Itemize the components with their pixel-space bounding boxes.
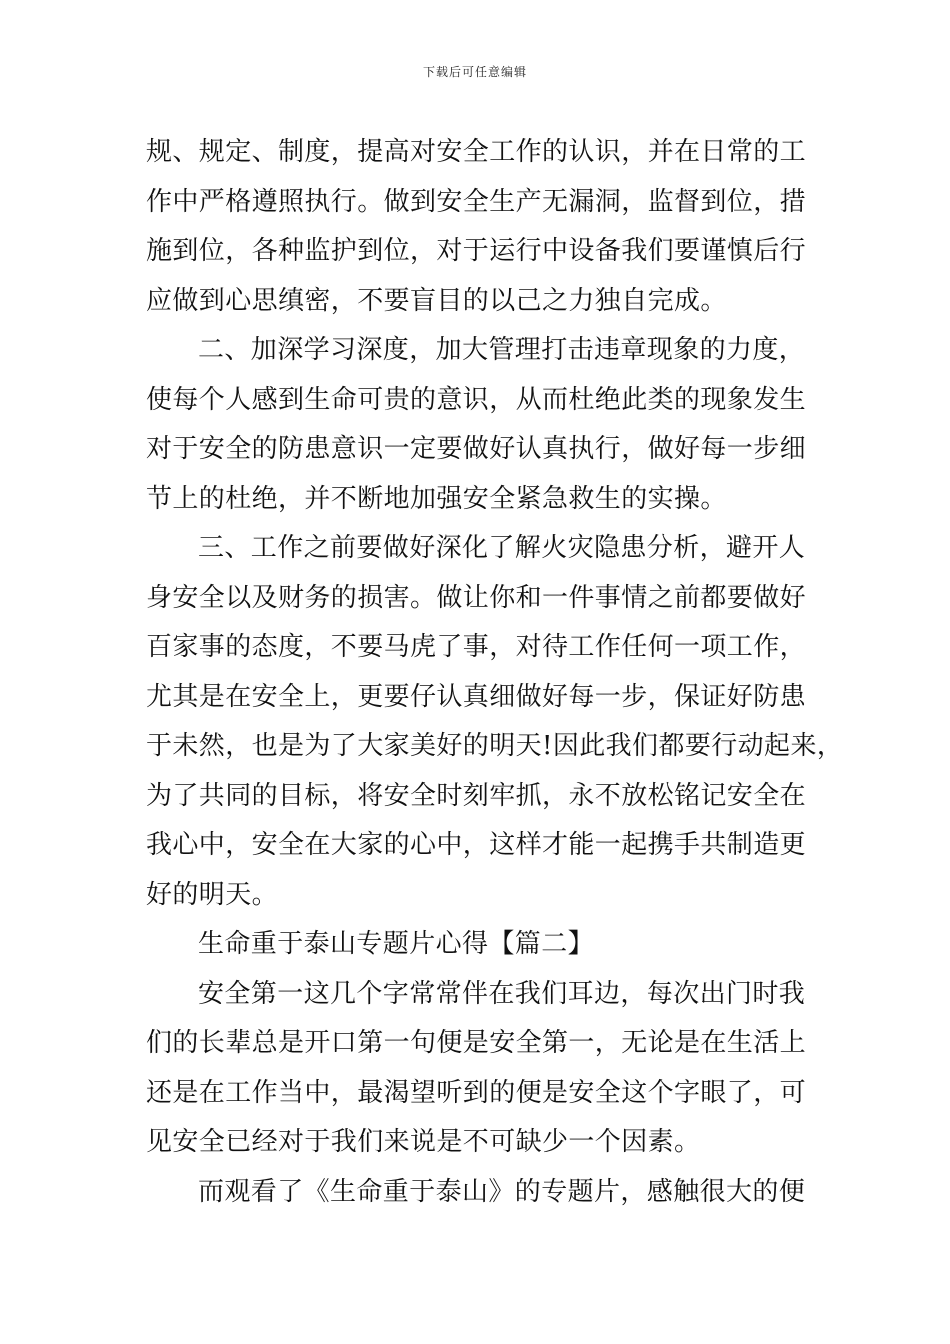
- document-body: [146, 128, 844, 1217]
- text-line: 好的明天。: [146, 879, 279, 910]
- text-line: 于未然，也是为了大家美好的明天!因此我们都要行动起来，: [146, 731, 844, 761]
- text-line: 百家事的态度，不要马虎了事，对待工作任何一项工作，: [146, 632, 807, 662]
- text-line: 作中严格遵照执行。做到安全生产无漏洞，监督到位，措: [146, 186, 807, 217]
- text-line: 规、规定、制度，提高对安全工作的认识，并在日常的工: [146, 137, 807, 167]
- text-line: 为了共同的目标，将安全时刻牢抓，永不放松铭记安全在: [146, 780, 807, 811]
- paragraph-start-line: 而观看了《生命重于泰山》的专题片，感触很大的便: [198, 1176, 806, 1207]
- text-line: 见安全已经对于我们来说是不可缺少一个因素。: [146, 1127, 701, 1157]
- text-line: 施到位，各种监护到位，对于运行中设备我们要谨慎后行: [146, 236, 807, 266]
- text-line: 应做到心思缜密，不要盲目的以己之力独自完成。: [146, 285, 727, 316]
- section-heading: 生命重于泰山专题片心得【篇二】: [198, 929, 595, 959]
- text-line: 节上的杜绝，并不断地加强安全紧急救生的实操。: [146, 483, 727, 514]
- paragraph-start-line: 安全第一这几个字常常伴在我们耳边，每次出门时我: [198, 978, 806, 1009]
- text-line: 还是在工作当中，最渴望听到的便是安全这个字眼了，可: [146, 1077, 807, 1108]
- text-line: 使每个人感到生命可贵的意识，从而杜绝此类的现象发生: [146, 384, 807, 415]
- text-line: 们的长辈总是开口第一句便是安全第一，无论是在生活上: [146, 1028, 807, 1058]
- text-line: 对于安全的防患意识一定要做好认真执行，做好每一步细: [146, 434, 807, 464]
- paragraph-start-line: 二、加深学习深度，加大管理打击违章现象的力度，: [198, 335, 806, 365]
- paragraph-start-line: 三、工作之前要做好深化了解火灾隐患分析，避开人: [198, 533, 806, 563]
- text-line: 我心中，安全在大家的心中，这样才能一起携手共制造更: [146, 830, 807, 860]
- text-line: 身安全以及财务的损害。做让你和一件事情之前都要做好: [146, 582, 807, 613]
- text-line: 尤其是在安全上，更要仔认真细做好每一步，保证好防患: [146, 681, 807, 712]
- page-header: 下载后可任意编辑: [422, 65, 527, 79]
